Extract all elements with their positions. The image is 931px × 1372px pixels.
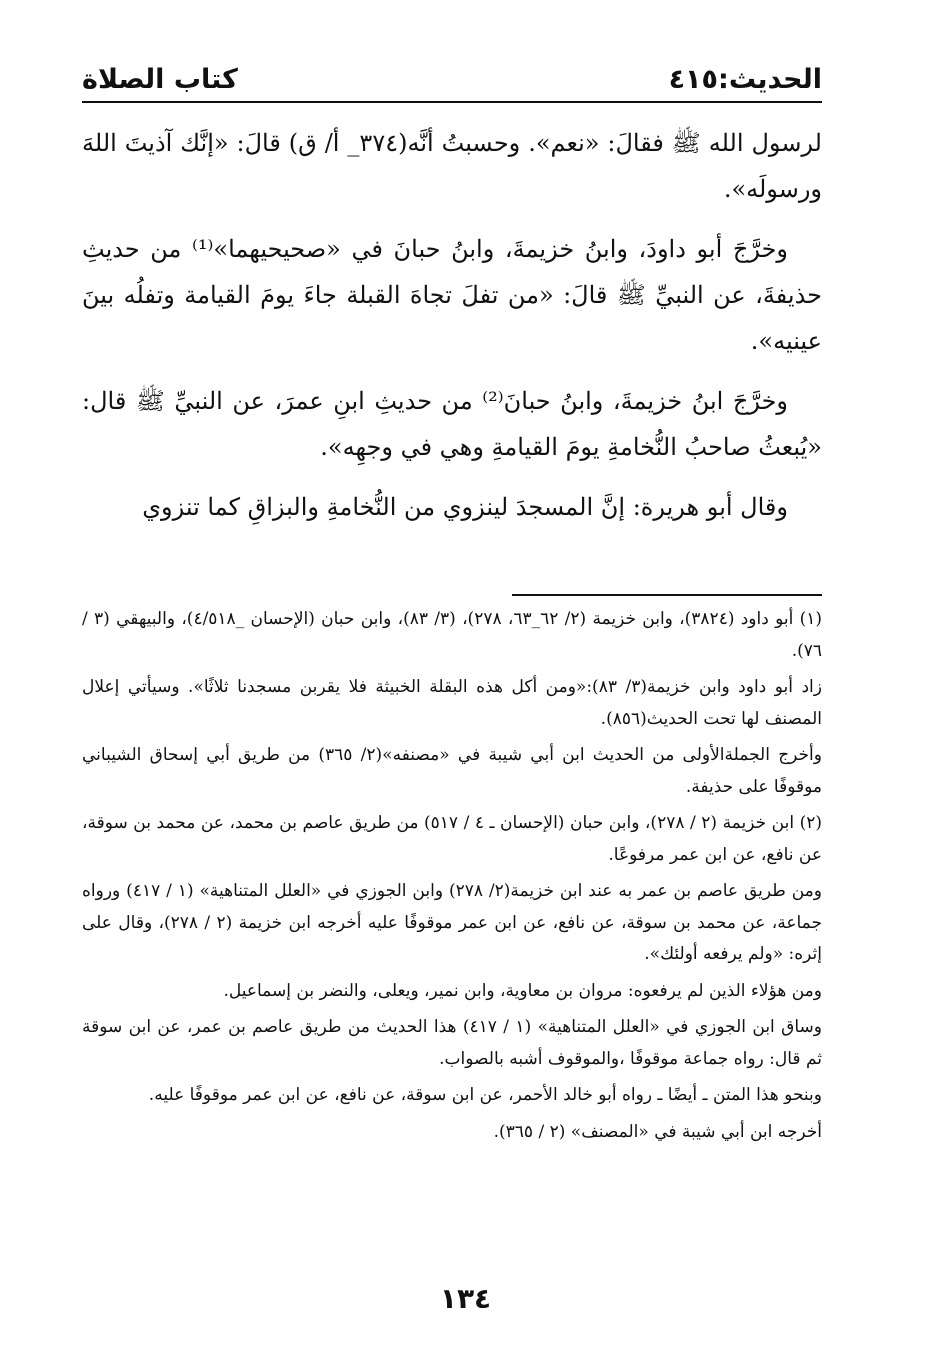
- paragraph: لرسول الله ﷺ فقالَ: «نعم». وحسبتُ أنَّه(٣٧٤_ أ/ ق) قالَ: «إنَّك آذيتَ اللهَ ورسولَه».: [82, 129, 822, 203]
- footnote: ومن طريق عاصم بن عمر به عند ابن خزيمة(٢/ ٢٧٨) وابن الجوزي في «العلل المتناهية» (١ / ٤١٧) ورواه جماعة، عن محمد بن سوقة، عن نافع، عن ابن عمر موقوفًا عليه أخرجه ابن خزيمة (٢ / ٢٧٨)، وقال على إثره: «ولم يرفعه أولئك».: [82, 881, 822, 964]
- paragraph: وقال أبو هريرة: إنَّ المسجدَ لينزوي من النُّخامةِ والبزاقِ كما تنزوي: [142, 493, 788, 521]
- hadith-number-label: الحديث:٤١٥: [668, 63, 822, 95]
- footnote: وبنحو هذا المتن ـ أيضًا ـ رواه أبو خالد الأحمر، عن ابن سوقة، عن نافع، عن ابن عمر موقوفًا عليه.: [148, 1085, 822, 1105]
- paragraph: وخرَّجَ أبو داودَ، وابنُ خزيمةَ، وابنُ حبانَ في «صحيحيهما»⁽¹⁾ من حديثِ حذيفةَ، عن النبيِّ ﷺ قالَ: «من تفلَ تجاهَ القبلة جاءَ يومَ القيامة وتفلُه بينَ عينيه».: [82, 235, 823, 355]
- running-header: [82, 58, 822, 100]
- footnote: ومن هؤلاء الذين لم يرفعوه: مروان بن معاوية، وابن نمير، ويعلى، والنضر بن إسماعيل.: [223, 980, 822, 1001]
- paragraph: وخرَّجَ ابنُ خزيمةَ، وابنُ حبانَ⁽²⁾ من حديثِ ابنِ عمرَ، عن النبيِّ ﷺ قال: «يُبعثُ صاحبُ النُّخامةِ يومَ القيامةِ وهي في وجهِه».: [82, 387, 822, 461]
- footnote: أخرجه ابن أبي شيبة في «المصنف» (٢ / ٣٦٥).: [493, 1121, 822, 1142]
- footnote: (٢) ابن خزيمة (٢ / ٢٧٨)، وابن حبان (الإحسان ـ ٤ / ٥١٧) من طريق عاصم بن محمد، عن محمد بن سوقة، عن نافع، عن ابن عمر مرفوعًا.: [82, 813, 822, 865]
- footnote: (١) أبو داود (٣٨٢٤)، وابن خزيمة (٢/ ٦٢_٦٣، ٢٧٨)، (٣/ ٨٣)، وابن حبان (الإحسان _٤/٥١٨)، والبيهقي (٣ / ٧٦).: [82, 609, 823, 661]
- main-text: [82, 120, 822, 544]
- footnote: وأخرج الجملةالأولى من الحديث ابن أبي شيبة في «مصنفه»(٢/ ٣٦٥) من طريق أبي إسحاق الشيباني موقوفًا على حذيفة.: [82, 745, 822, 797]
- book-title: كتاب الصلاة: [82, 63, 238, 95]
- header-rule: [82, 101, 822, 103]
- footnote-separator: [512, 594, 822, 596]
- footnote: وساق ابن الجوزي في «العلل المتناهية» (١ / ٤١٧) هذا الحديث من طريق عاصم بن عمر، عن ابن سوقة ثم قال: رواه جماعة موقوفًا ،والموقوف أشبه بالصواب.: [82, 1017, 822, 1069]
- footnotes: [82, 604, 822, 1148]
- page-number: ١٣٤: [439, 1282, 492, 1315]
- footnote: زاد أبو داود وابن خزيمة(٣/ ٨٣):«ومن أكل هذه البقلة الخبيثة فلا يقربن مسجدنا ثلاثًا». وسيأتي إعلال المصنف لها تحت الحديث(٨٥٦).: [82, 677, 822, 729]
